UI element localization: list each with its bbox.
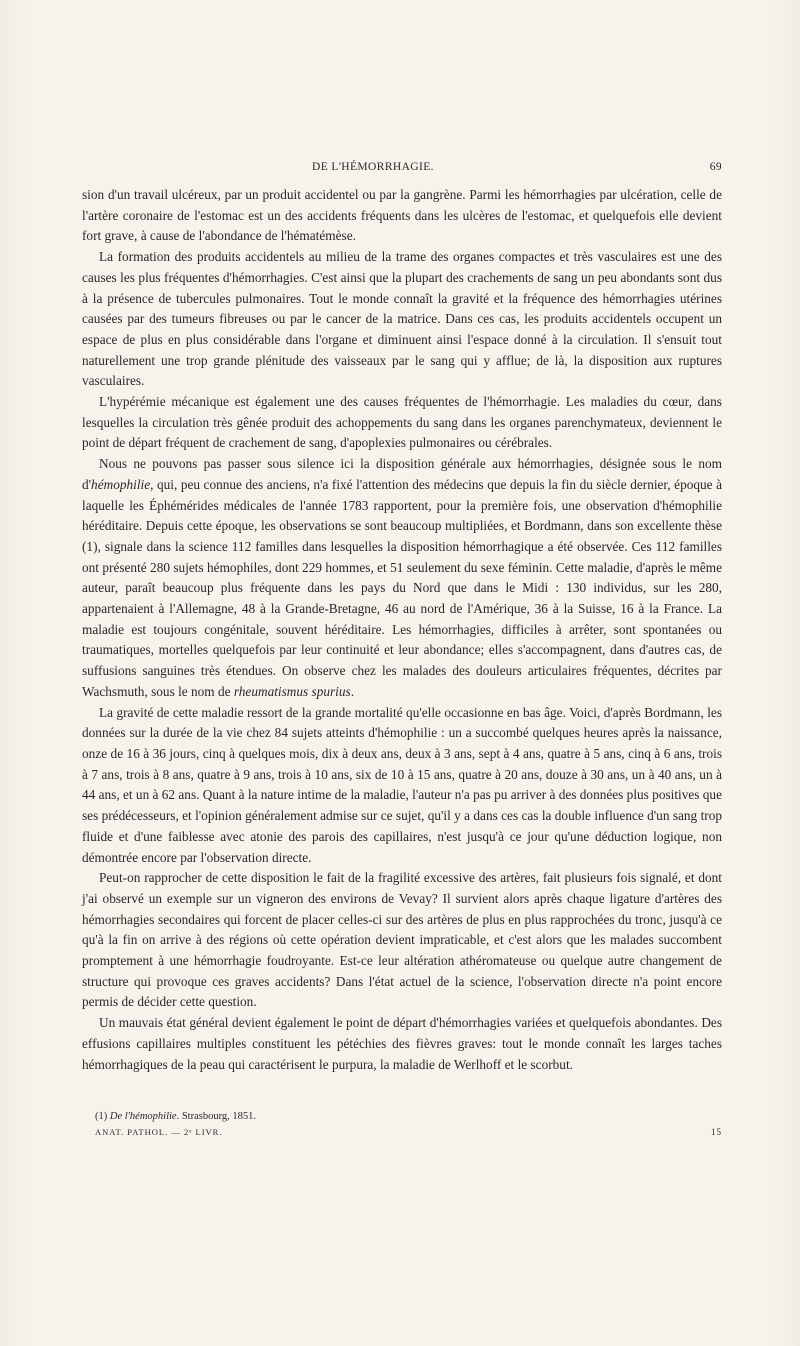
hemophilia-body: , qui, peu connue des anciens, n'a fixé l'attention des médecins que depuis la fin du siècle dernier, époque à laquelle les Éphémérides médicales de l'année 1783 rapportent, pour la première fois, une observation d'hémophilie héréditaire. Depuis cette époque, les observations se sont beaucoup multipliées, et Bordmann, dans son excellente thèse (1), signale dans la science 112 familles dans lesquelles la disposition hémorrhagique a été observée. Ces 112 familles ont présenté 280 sujets hémophiles, dont 229 hommes, et 51 seulement du sexe féminin. Cette maladie, d'après le même auteur, paraît beaucoup plus fréquente dans les pays du Nord que dans le Midi : 130 individus, sur les 280, appartenaient à l'Allemagne, 48 à la Grande-Bretagne, 46 au nord de l'Amérique, 36 à la Suisse, 16 à la France. La maladie est toujours congénitale, souvent héréditaire. Les hémorrhagies, difficiles à arrêter, sont spontanées ou traumatiques, mortelles quelquefois par leur continuité et leur abondance; elles s'accompagnent, dans d'autres cas, de suffusions sanguines très étendues. On observe chez les malades des douleurs articulaires fréquentes, décrites par Wachsmuth, sous le nom de: [82, 476, 722, 699]
page-number: 69: [709, 161, 722, 173]
printer-signature: [95, 1127, 722, 1141]
hemophilia-term: hémophilie: [91, 476, 151, 492]
footnote-rest: . Strasbourg, 1851.: [176, 1111, 256, 1122]
rheumatismus-term: rheumatismus spurius: [233, 683, 351, 699]
paragraph-accidental-products: La formation des produits accidentels au milieu de la trame des organes compactes et très vasculaires est une des causes les plus fréquentes d'hémorrhagies. C'est ainsi que la plupart des crachements de sang un peu abondants sont dus à la présence de tubercules pulmonaires. Tout le monde connaît la gravité et la fréquence des hémorrhagies utérines causées par des tumeurs fibreuses ou par le cancer de la matrice. Dans ces cas, les produits accidentels occupent un espace de plus en plus considérable dans l'organe et diminuent ainsi l'espace donné à la circulation. Il s'ensuit tout naturellement une trop grande plénitude des vaisseaux par le sang qui y afflue; de là, la disposition aux ruptures vasculaires.: [82, 249, 722, 389]
paragraph-hemophilia: [82, 454, 722, 702]
hemophilia-end: .: [350, 683, 355, 699]
footnote-marker: (1): [95, 1111, 108, 1122]
paragraph-hyperemia: L'hypérémie mécanique est également une des causes fréquentes de l'hémorrhagie. Les maladies du cœur, dans lesquelles la circulation très gênée produit des achoppements du sang dans les organes parenchymateux, deviennent le point de départ fréquent de crachement de sang, d'apoplexies pulmonaires ou cérébrales.: [82, 394, 722, 451]
sheet-number: 15: [711, 1127, 722, 1137]
body-text: [82, 185, 722, 1075]
paragraph-general-state: Un mauvais état général devient également le point de départ d'hémorrhagies variées et quelquefois abondantes. Des effusions capillaires multiples constituent les pétéchies des fièvres graves: tout le monde connaît les larges taches hémorrhagiques de la peau qui caractérisent le purpura, la maladie de Werlhoff et le scorbut.: [82, 1015, 722, 1072]
signature-label: ANAT. PATHOL. — 2ᵉ LIVR.: [95, 1127, 223, 1137]
hemophilia-intro: Nous ne pouvons pas passer sous silence ici la disposition générale aux hémorrhagies, désignée sous le nom d': [82, 456, 722, 492]
running-title: DE L'HÉMORRHAGIE.: [312, 161, 434, 173]
footnote: [95, 1110, 695, 1124]
paragraph-mortality: La gravité de cette maladie ressort de la grande mortalité qu'elle occasionne en bas âge. Voici, d'après Bordmann, les données sur la durée de la vie chez 84 sujets atteints d'hémophilie : un a succombé quelques heures après la naissance, onze de 16 à 36 jours, cinq à quelques mois, dix à deux ans, deux à 3 ans, sept à 4 ans, quatre à 5 ans, cinq à 6 ans, trois à 7 ans, trois à 8 ans, quatre à 9 ans, trois à 10 ans, six de 10 à 15 ans, quatre à 20 ans, douze à 30 ans, un à 40 ans, un à 44 ans, et un à 62 ans. Quant à la nature intime de la maladie, l'auteur n'a pas pu arriver à des données plus positives que ses prédécesseurs, et l'opinion généralement admise sur ce sujet, qu'il y a dans ces cas la double influence d'un sang trop fluide et d'une faiblesse avec atonie des parois des capillaires, n'est jusqu'à ce jour qu'une déduction logique, non démontrée encore par l'observation directe.: [82, 704, 722, 865]
paragraph-arterial-fragility: Peut-on rapprocher de cette disposition le fait de la fragilité excessive des artères, fait plusieurs fois signalé, et dont j'ai observé un exemple sur un vigneron des environs de Vevay? Il survient alors après chaque ligature d'artères des hémorrhagies secondaires qui forcent de placer celles-ci sur des artères de plus en plus rapprochées du tronc, jusqu'à ce qu'à la fin on arrive à des régions où cette opération devient impraticable, et c'est alors que les malades succombent promptement à une hémorrhagie foudroyante. Est-ce leur altération athéromateuse ou quelque autre changement de structure qui provoque ces graves accidents? Dans l'état actuel de la science, l'observation directe n'a point encore permis de décider cette question.: [82, 870, 722, 1010]
page-header: [82, 161, 722, 179]
footnote-title: De l'hémophilie: [109, 1111, 177, 1122]
paragraph-ulceration: sion d'un travail ulcéreux, par un produit accidentel ou par la gangrène. Parmi les hémorrhagies par ulcération, celle de l'artère coronaire de l'estomac est un des accidents fréquents dans les ulcères de l'estomac, et quelquefois elle devient fort grave, à cause de l'abondance de l'hématémèse.: [82, 187, 722, 244]
